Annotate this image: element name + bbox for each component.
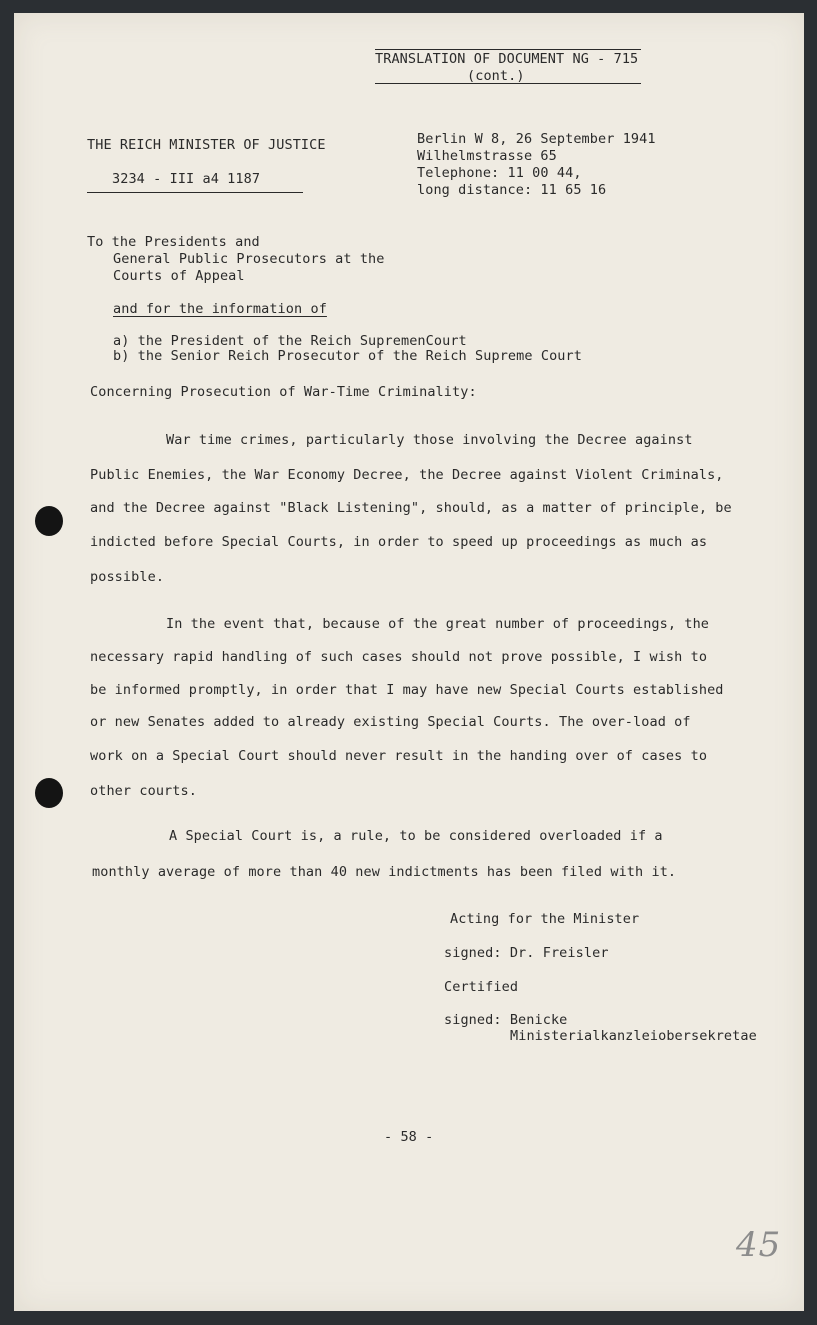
reference-number: 3234 - III a4 1187: [112, 171, 261, 187]
address-line-2: Wilhelmstrasse 65: [417, 148, 557, 164]
page-number: - 58 -: [384, 1129, 434, 1145]
header-bottom-rule: [375, 83, 641, 84]
paragraph-1-line: War time crimes, particularly those involving the Decree against: [166, 432, 693, 448]
recipients-line-1: To the Presidents and: [87, 234, 260, 250]
reference-rule: [87, 192, 303, 193]
recipient-item-a: a) the President of the Reich SupremenCourt: [113, 333, 467, 349]
paragraph-1-line: indicted before Special Courts, in order to speed up proceedings as much as: [90, 534, 708, 550]
punch-hole-lower: [35, 778, 63, 808]
paragraph-2-line: work on a Special Court should never result in the handing over of cases to: [90, 748, 708, 764]
signed-benicke: signed: Benicke: [444, 1012, 568, 1028]
recipient-item-b: b) the Senior Reich Prosecutor of the Reich Supreme Court: [113, 348, 582, 364]
subject-line: Concerning Prosecution of War-Time Criminality:: [90, 384, 477, 400]
document-page: [14, 13, 804, 1311]
paragraph-2-line: or new Senates added to already existing Special Courts. The over-load of: [90, 714, 691, 730]
address-line-1: Berlin W 8, 26 September 1941: [417, 131, 656, 147]
continued-label: (cont.): [467, 68, 525, 84]
signed-freisler: signed: Dr. Freisler: [444, 945, 609, 961]
certified-label: Certified: [444, 979, 519, 995]
punch-hole-upper: [35, 506, 63, 536]
paragraph-3-line: A Special Court is, a rule, to be considered overloaded if a: [169, 828, 663, 844]
paragraph-1-line: and the Decree against "Black Listening", should, as a matter of principle, be: [90, 500, 732, 516]
recipients-line-3: Courts of Appeal: [113, 268, 245, 284]
handwritten-page-number: 45: [736, 1225, 782, 1265]
paragraph-1-line: possible.: [90, 569, 165, 585]
paragraph-2-line: In the event that, because of the great number of proceedings, the: [166, 616, 710, 632]
address-line-3: Telephone: 11 00 44,: [417, 165, 582, 181]
paragraph-2-line: other courts.: [90, 783, 197, 799]
recipients-line-2: General Public Prosecutors at the: [113, 251, 385, 267]
paragraph-1-line: Public Enemies, the War Economy Decree, the Decree against Violent Criminals,: [90, 467, 724, 483]
address-line-4: long distance: 11 65 16: [417, 182, 607, 198]
header-top-rule: [375, 49, 641, 50]
translation-line: TRANSLATION OF DOCUMENT NG - 715: [375, 51, 639, 67]
paragraph-2-line: necessary rapid handling of such cases should not prove possible, I wish to: [90, 649, 708, 665]
acting-for-minister: Acting for the Minister: [450, 911, 640, 927]
paragraph-3-line: monthly average of more than 40 new indictments has been filed with it.: [92, 864, 677, 880]
info-heading: and for the information of: [113, 301, 327, 317]
paragraph-2-line: be informed promptly, in order that I may have new Special Courts established: [90, 682, 724, 698]
signatory-rank: Ministerialkanzleiobersekretae: [510, 1028, 757, 1044]
sender-title: THE REICH MINISTER OF JUSTICE: [87, 137, 326, 153]
